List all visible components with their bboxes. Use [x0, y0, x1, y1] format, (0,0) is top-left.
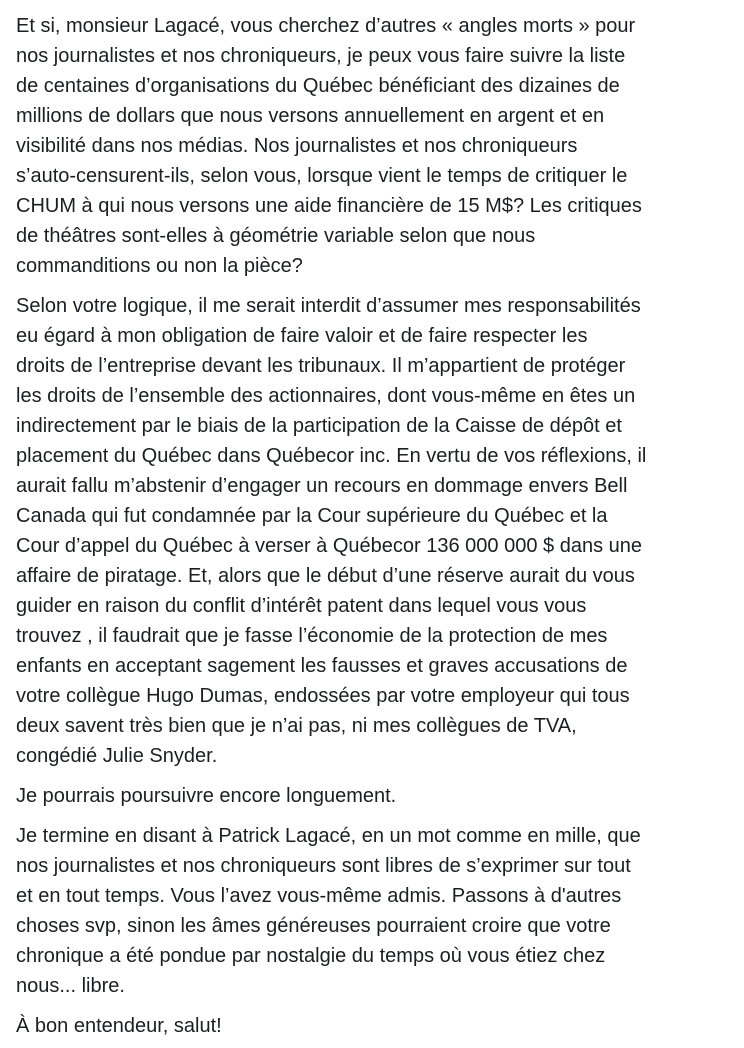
- paragraph-2: [16, 291, 728, 771]
- text-line: Selon votre logique, il me serait interdit d’assumer mes responsabilités: [16, 295, 641, 317]
- text-line: placement du Québec dans Québecor inc. En vertu de vos réflexions, il: [16, 445, 647, 467]
- text-line: deux savent très bien que je n’ai pas, ni mes collègues de TVA,: [16, 715, 577, 737]
- paragraph-5: [16, 1011, 728, 1041]
- paragraph-3: [16, 781, 728, 811]
- text-line: congédié Julie Snyder.: [16, 745, 218, 767]
- text-line: Je termine en disant à Patrick Lagacé, en un mot comme en mille, que: [16, 825, 641, 847]
- text-line: Cour d’appel du Québec à verser à Québecor 136 000 000 $ dans une: [16, 535, 642, 557]
- text-line: visibilité dans nos médias. Nos journalistes et nos chroniqueurs: [16, 135, 578, 157]
- text-line: nos journalistes et nos chroniqueurs sont libres de s’exprimer sur tout: [16, 855, 631, 877]
- text-line: guider en raison du conflit d’intérêt patent dans lequel vous vous: [16, 595, 587, 617]
- text-line: votre collègue Hugo Dumas, endossées par votre employeur qui tous: [16, 685, 630, 707]
- text-line: de centaines d’organisations du Québec bénéficiant des dizaines de: [16, 75, 620, 97]
- text-line: les droits de l’ensemble des actionnaires, dont vous-même en êtes un: [16, 385, 636, 407]
- text-line: chronique a été pondue par nostalgie du temps où vous étiez chez: [16, 945, 606, 967]
- text-line: Et si, monsieur Lagacé, vous cherchez d’autres « angles morts » pour: [16, 15, 636, 37]
- text-line: de théâtres sont-elles à géométrie variable selon que nous: [16, 225, 536, 247]
- text-line: Je pourrais poursuivre encore longuement.: [16, 785, 397, 807]
- text-line: nos journalistes et nos chroniqueurs, je peux vous faire suivre la liste: [16, 45, 626, 67]
- text-line: CHUM à qui nous versons une aide financière de 15 M$? Les critiques: [16, 195, 642, 217]
- paragraph-4: [16, 821, 728, 1001]
- text-line: aurait fallu m’abstenir d’engager un recours en dommage envers Bell: [16, 475, 628, 497]
- text-line: commanditions ou non la pièce?: [16, 255, 303, 277]
- text-line: droits de l’entreprise devant les tribunaux. Il m’appartient de protéger: [16, 355, 626, 377]
- text-line: À bon entendeur, salut!: [16, 1015, 222, 1037]
- text-line: millions de dollars que nous versons annuellement en argent et en: [16, 105, 605, 127]
- text-line: Canada qui fut condamnée par la Cour supérieure du Québec et la: [16, 505, 608, 527]
- text-line: s’auto-censurent-ils, selon vous, lorsque vient le temps de critiquer le: [16, 165, 628, 187]
- text-line: indirectement par le biais de la participation de la Caisse de dépôt et: [16, 415, 622, 437]
- text-line: enfants en acceptant sagement les fausses et graves accusations de: [16, 655, 628, 677]
- paragraph-1: [16, 11, 728, 281]
- text-line: et en tout temps. Vous l’avez vous-même admis. Passons à d'autres: [16, 885, 622, 907]
- text-line: affaire de piratage. Et, alors que le début d’une réserve aurait du vous: [16, 565, 635, 587]
- text-line: trouvez , il faudrait que je fasse l’économie de la protection de mes: [16, 625, 608, 647]
- text-line: nous... libre.: [16, 975, 125, 997]
- text-line: eu égard à mon obligation de faire valoir et de faire respecter les: [16, 325, 588, 347]
- text-line: choses svp, sinon les âmes généreuses pourraient croire que votre: [16, 915, 611, 937]
